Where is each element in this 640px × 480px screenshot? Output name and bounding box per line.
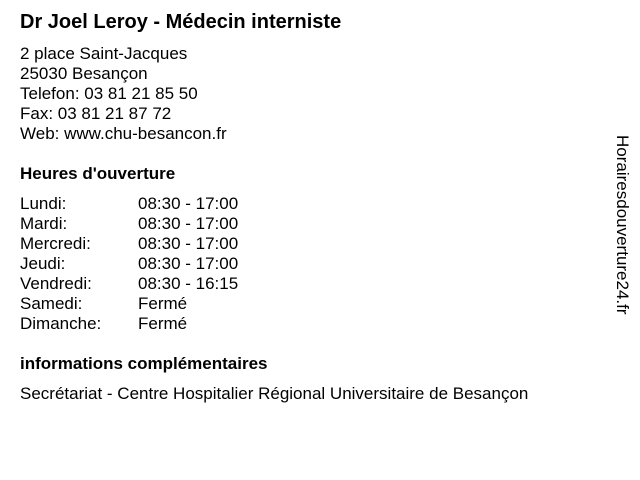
day-label: Samedi:: [20, 294, 83, 313]
hours-row-friday: [20, 274, 238, 294]
additional-info-text: Secrétariat - Centre Hospitalier Régional Universitaire de Besançon: [20, 384, 529, 403]
hours-row-sunday: [20, 314, 238, 334]
hours-row-monday: [20, 194, 238, 214]
day-label: Dimanche:: [20, 314, 102, 333]
hours-value: 08:30 - 17:00: [138, 194, 239, 213]
site-watermark: Horairesdouverture24.fr: [613, 135, 632, 315]
website-link[interactable]: Web: www.chu-besancon.fr: [20, 124, 227, 143]
hours-value: 08:30 - 17:00: [138, 254, 239, 273]
hours-value: Fermé: [138, 294, 188, 313]
city-address: 25030 Besançon: [20, 64, 148, 83]
contact-block: [20, 44, 227, 144]
phone-number: Telefon: 03 81 21 85 50: [20, 84, 198, 103]
additional-info-heading: informations complémentaires: [20, 354, 268, 373]
day-label: Mercredi:: [20, 234, 91, 253]
hours-value: Fermé: [138, 314, 188, 333]
day-label: Mardi:: [20, 214, 68, 233]
hours-row-tuesday: [20, 214, 238, 234]
fax-number: Fax: 03 81 21 87 72: [20, 104, 172, 123]
hours-row-saturday: [20, 294, 238, 314]
street-address: 2 place Saint-Jacques: [20, 44, 188, 63]
page-title: Dr Joel Leroy - Médecin interniste: [20, 11, 342, 33]
hours-value: 08:30 - 17:00: [138, 214, 239, 233]
opening-hours-table: [20, 194, 238, 334]
hours-value: 08:30 - 16:15: [138, 274, 239, 293]
day-label: Jeudi:: [20, 254, 66, 273]
hours-row-thursday: [20, 254, 238, 274]
hours-value: 08:30 - 17:00: [138, 234, 239, 253]
hours-row-wednesday: [20, 234, 238, 254]
opening-hours-heading: Heures d'ouverture: [20, 164, 176, 183]
day-label: Lundi:: [20, 194, 67, 213]
day-label: Vendredi:: [20, 274, 92, 293]
